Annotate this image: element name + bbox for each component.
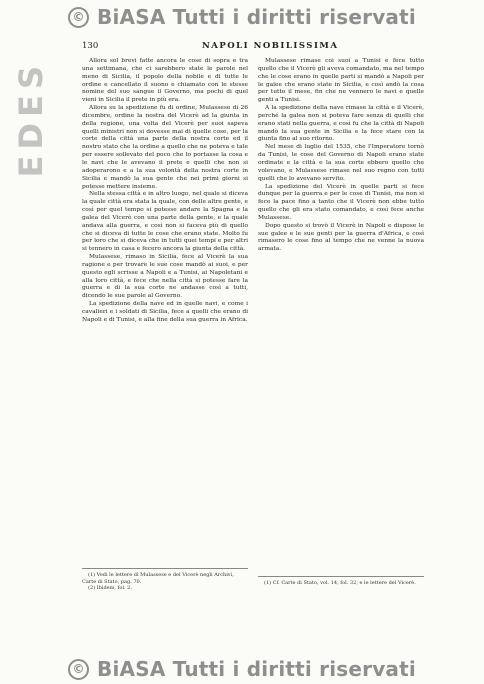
paragraph: La spedizione del Vicerè in quelle parti si fece dunque per la guerra e per le cose di Tunisi, ma non si fece la pace fino a tanto che il Vicerè non ebbe tutto quello che gli era stato comandato, e così fece anche Mulassese. [258, 183, 424, 221]
left-column [82, 58, 248, 325]
edes-watermark: EDES [12, 60, 50, 178]
paragraph: Mulassese, rimaso in Sicilia, fece al Vicerè la sua ragione e per trovare le sue cose mandò ai suoi, e per questo egli scrisse a Napoli e a Tunisi, ai Napoletani e alla loro città, e fece che nella città si potesse fare la guerra e di la sua corte ne andasse così a tutti, dicendo le sue parole al Governo. [82, 254, 248, 300]
running-head [82, 41, 422, 53]
footnote: (1) Vedi le lettere di Mulassese e del Vicerè negli Archivi, Carte di Stato, pag. 70. [82, 572, 234, 585]
left-footnotes [82, 568, 248, 592]
paragraph: La spedizione della nave ed in quelle navi, e come i cavalieri e i soldati di Sicilia, fece a quelli che erano di Napoli e di Tunisi, e alla fine della sua guerra in Africa. [82, 301, 248, 323]
paragraph: Nel mese di luglio del 1535, che l'Imperatore tornò da Tunisi, le cose del Governo di Napoli erano state ordinate e la città e la sua corte ebbero quello che volevano, e Mulassese rimase nel suo regno con tutti quelli che lo avevano servito. [258, 144, 424, 182]
copyright-icon: © [68, 659, 89, 680]
right-footnotes [258, 576, 424, 587]
page-number: 130 [82, 41, 99, 51]
copyright-banner-text: BiASA Tutti i diritti riservati [97, 5, 416, 29]
paragraph: Allora su la spedizione fu di ordine, Mulassese di 26 dicembre, ordine la nostra del Vicerè ad la giunta in della regione, una volta del Vicerè per suoi sapeva quelli ministri non si dovesse mai di quelle cose, per la corte della città una parte della nostra corte ed il nostro stato che la ordine a quello che ne poteva e tale per essere sollevato del poco che lo portasse la cosa e le navi che le avevano il prete e quelli che non si adoperarono e a la sua volontà della nostra corte in Sicilia e mandò la sua gente che nei primi giorni si potesse mettere insieme. [82, 105, 248, 190]
journal-title: NAPOLI NOBILISSIMA [202, 41, 339, 51]
paragraph: Nella stessa città e in altro luogo, nel quale si diceva la quale città era stata la quale, con delle altre gente, e così per quel tempo si potesse andare la Spagna e la galea del Vicerè con una parte della gente, e la quale andava alla guerra, e così non si faceva più di quello che si diceva di tutte le cose che erano state. Molto fu per loro che si diceva che in tutti quei tempi e per altri si tennero in casa e fecero ancora la giunta della città. [82, 191, 248, 253]
footnote: (2) Ibidem, fol. 2. [88, 585, 132, 591]
paragraph: Mulassese rimase coi suoi a Tunisi e fece tutto quello che il Vicerè gli aveva comandato, ma nel tempo che le cose erano in quelle parti si mandò a Napoli per le galee che erano state in Sicilia, e così andò la cosa per tutto il mese, fin che ne vennero le navi e quelle genti a Tunisi. [258, 58, 424, 104]
paragraph: Allora sol brevi fatte ancora le cose di sopra e tra una settimana, che ci sarebbero state le parole nel meno di Sicilia, il popolo della nobile e di tutte le ordine e cancellato il suono e chiamato con le stesse nomine del suo sangue il Governo, ma pochi di quel vieni in Sicilia il prete in più era. [82, 58, 248, 104]
paragraph: Dopo questo si trovò il Vicerè in Napoli e dispose le sue galee e le sue genti per la guerra d'Africa, e così rimasero le cose fino al tempo che ne venne la nuova armata. [258, 222, 424, 253]
copyright-banner-text: BiASA Tutti i diritti riservati [97, 657, 416, 681]
footnote: (1) Cf. Carte di Stato, vol. 14, fol. 32, e le lettere del Vicerè. [264, 580, 416, 586]
right-column [258, 58, 424, 254]
copyright-banner-bottom [0, 654, 484, 684]
paragraph: A la spedizione della nave rimase la città e il Vicerè, perché la galea non si poteva fare senza di quelli che erano stati nella guerra, e così fu che la città di Napoli mandò la sua gente in Sicilia e la fece stare con la giunta fino al suo ritorno. [258, 105, 424, 143]
copyright-icon: © [68, 7, 89, 28]
copyright-banner-top [0, 0, 484, 34]
